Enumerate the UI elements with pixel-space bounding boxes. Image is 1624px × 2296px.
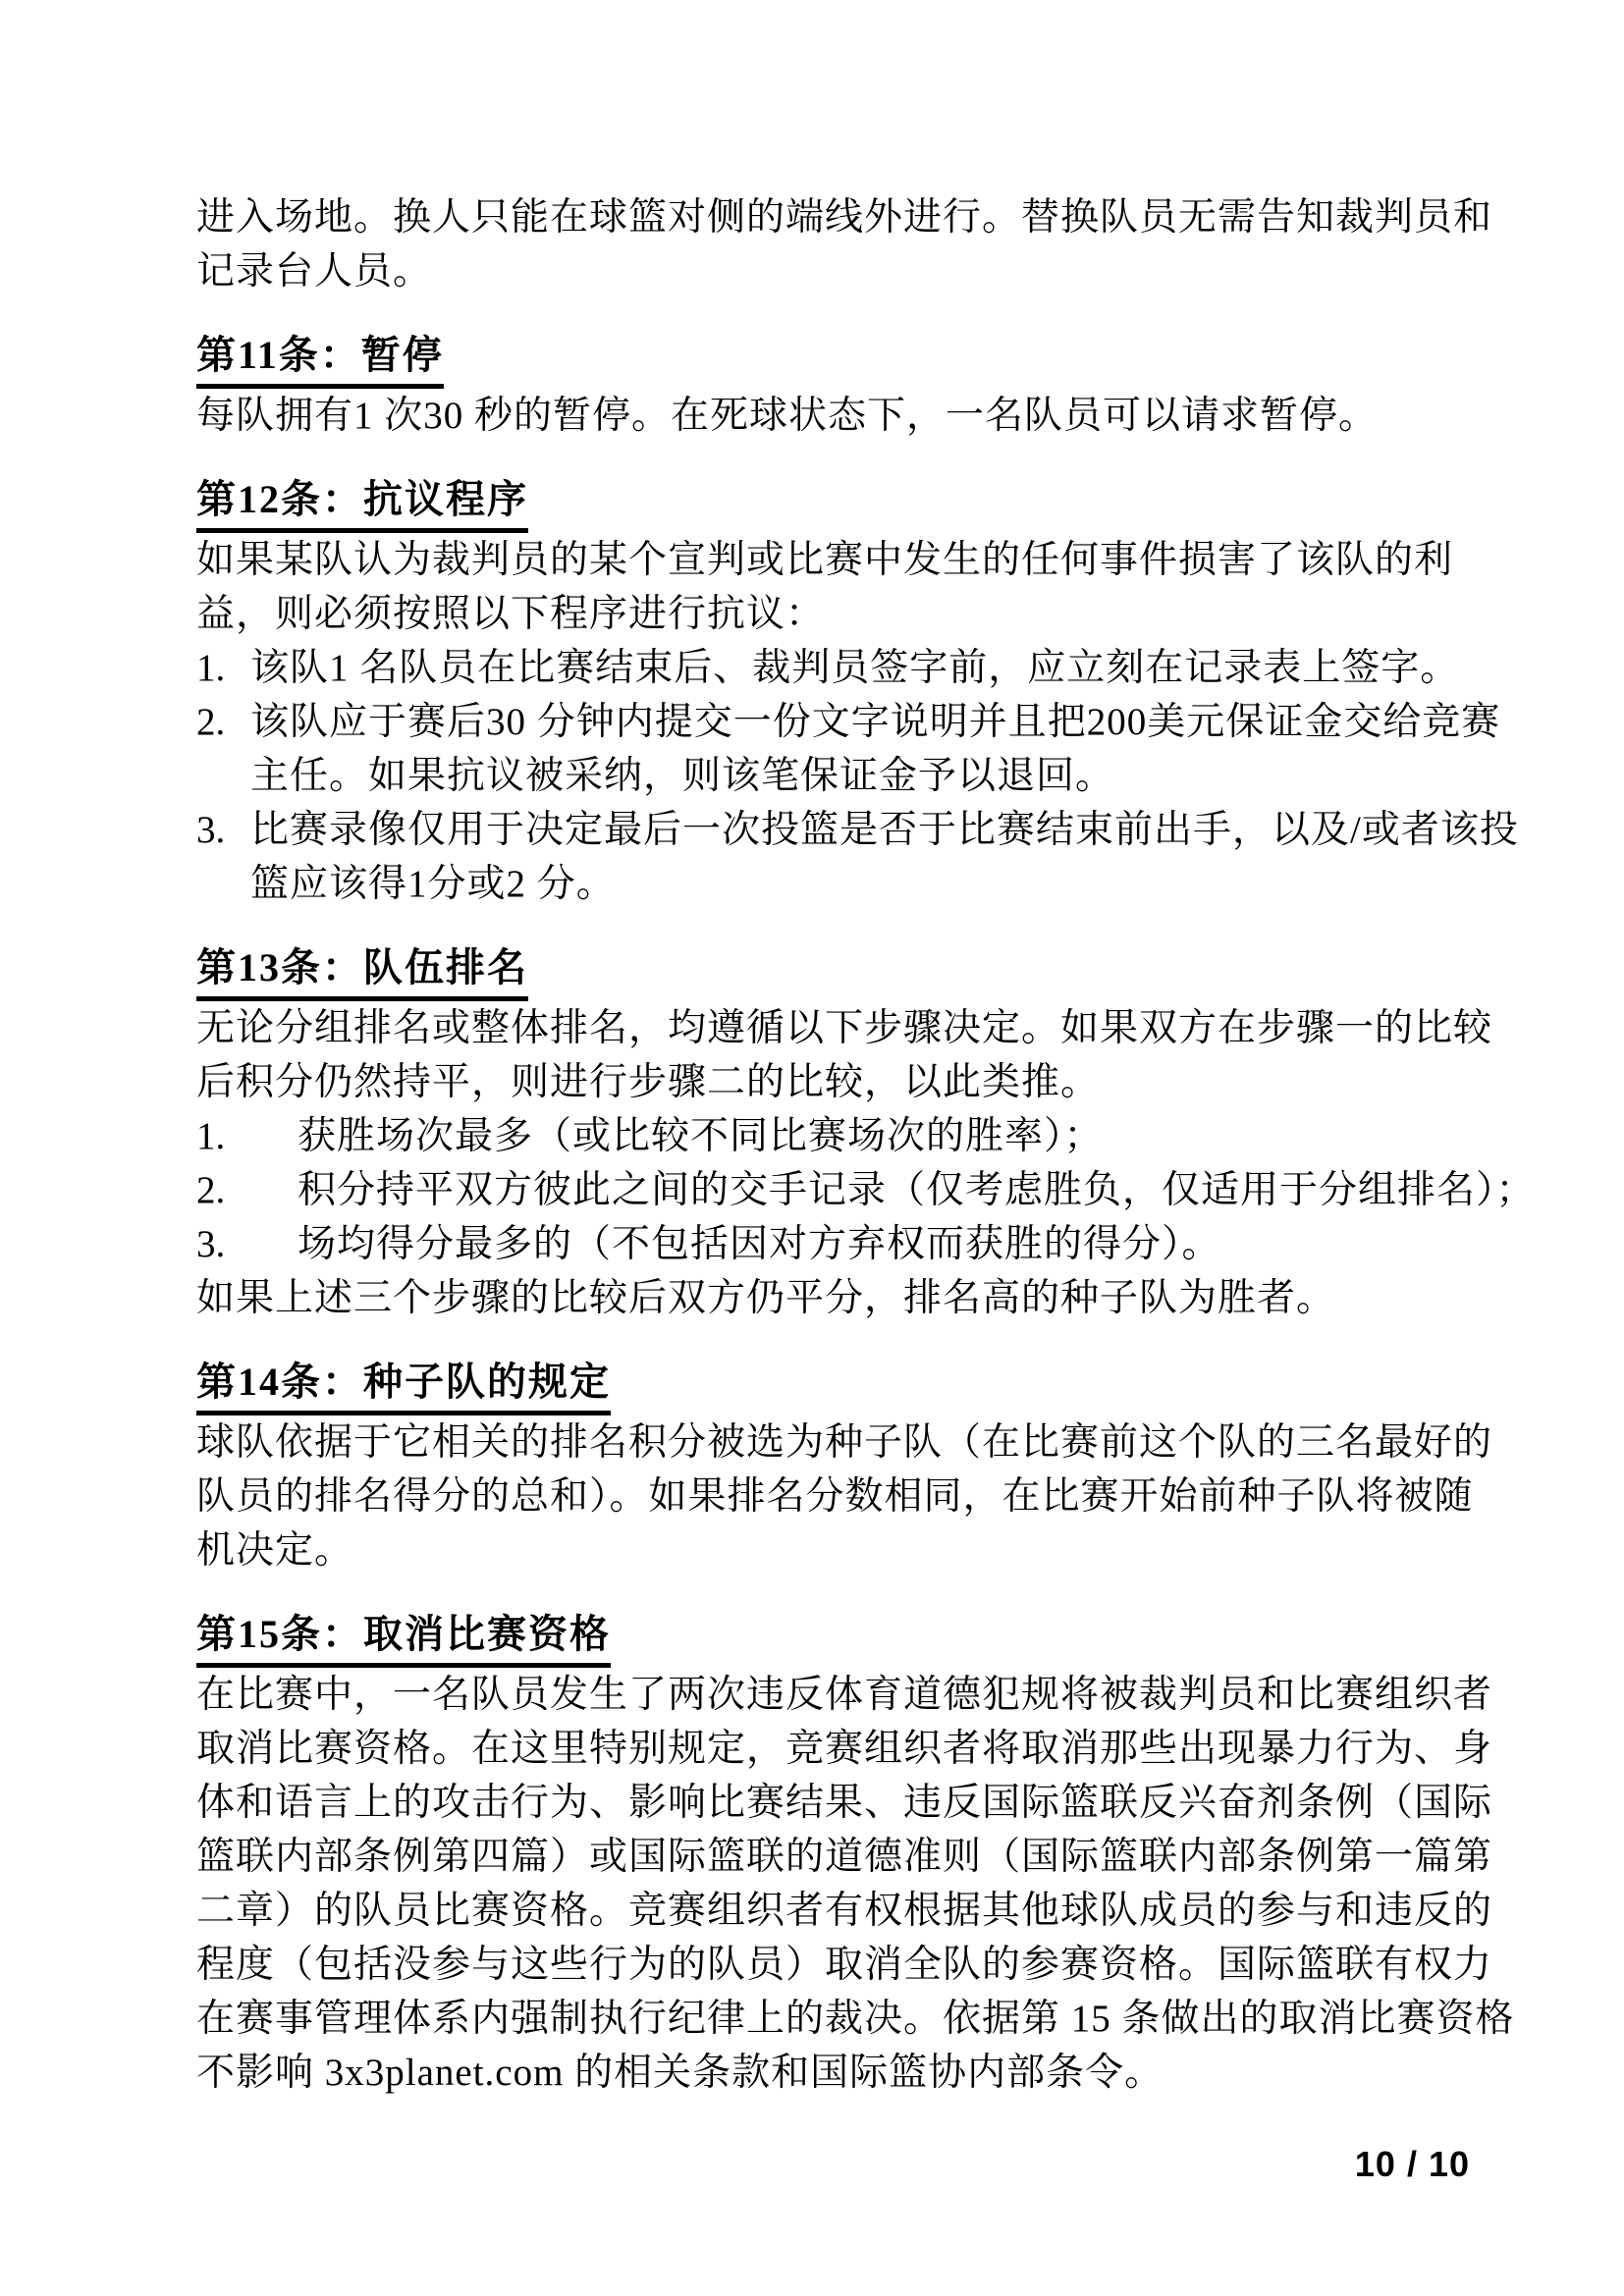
list-item xyxy=(196,803,1519,911)
text-line: 二章）的队员比赛资格。竞赛组织者有权根据其他球队成员的参与和违反的 xyxy=(196,1890,1493,1932)
list-item xyxy=(196,1109,1478,1163)
text-line: 比赛录像仅用于决定最后一次投篮是否于比赛结束前出手，以及/或者该投 xyxy=(250,809,1519,851)
list-item xyxy=(196,641,1478,695)
list-item-body xyxy=(250,803,1519,911)
list-item-number: 2. xyxy=(196,1169,226,1211)
list-item-body xyxy=(298,1109,1478,1163)
text-line: 篮联内部条例第四篇）或国际篮联的道德准则（国际篮联内部条例第一篇第 xyxy=(196,1836,1493,1878)
text-line: 如果某队认为裁判员的某个宣判或比赛中发生的任何事件损害了该队的利 xyxy=(196,539,1454,581)
text-line: 每队拥有1 次30 秒的暂停。在死球状态下，一名队员可以请求暂停。 xyxy=(196,395,1379,437)
list-item-number: 1. xyxy=(196,647,226,689)
text-line: 机决定。 xyxy=(196,1529,354,1572)
list-item-number: 3. xyxy=(196,809,226,851)
text-line: 在赛事管理体系内强制执行纪律上的裁决。依据第 15 条做出的取消比赛资格 xyxy=(196,1998,1515,2040)
list-item xyxy=(196,1217,1478,1271)
article-15-heading xyxy=(196,1607,1478,1668)
list-item-body xyxy=(250,695,1501,803)
list-item-number: 3. xyxy=(196,1223,226,1265)
text-line: 获胜场次最多（或比较不同比赛场次的胜率）； xyxy=(298,1115,1104,1157)
text-line: 益，则必须按照以下程序进行抗议： xyxy=(196,593,826,635)
text-line: 积分持平双方彼此之间的交手记录（仅考虑胜负，仅适用于分组排名）； xyxy=(298,1169,1536,1211)
text-line: 取消比赛资格。在这里特别规定，竞赛组织者将取消那些出现暴力行为、身 xyxy=(196,1728,1493,1770)
article-11-section xyxy=(196,328,1478,443)
text-line: 程度（包括没参与这些行为的队员）取消全队的参赛资格。国际篮联有权力 xyxy=(196,1944,1493,1986)
article-14-heading-text: 第14条：种子队的规定 xyxy=(196,1355,611,1415)
text-line: 不影响 3x3planet.com 的相关条款和国际篮协内部条令。 xyxy=(196,2052,1164,2094)
article-13-section xyxy=(196,940,1536,1325)
list-item-number: 2. xyxy=(196,701,226,743)
text-line: 场均得分最多的（不包括因对方弃权而获胜的得分）。 xyxy=(298,1223,1221,1265)
article-11-heading xyxy=(196,328,1478,389)
text-line: 球队依据于它相关的排名积分被选为种子队（在比赛前这个队的三名最好的 xyxy=(196,1421,1493,1464)
article-15-section xyxy=(196,1607,1515,2100)
document-content xyxy=(196,190,1536,2100)
list-item xyxy=(196,695,1501,803)
article-13-heading xyxy=(196,940,1478,1001)
intro-paragraph xyxy=(196,190,1493,298)
article-12-heading-text: 第12条：抗议程序 xyxy=(196,472,528,533)
text-line: 队员的排名得分的总和）。如果排名分数相同，在比赛开始前种子队将被随 xyxy=(196,1475,1474,1518)
text-line: 篮应该得1分或2 分。 xyxy=(250,863,616,905)
text-line: 无论分组排名或整体排名，均遵循以下步骤决定。如果双方在步骤一的比较 xyxy=(196,1007,1493,1049)
text-line: 如果上述三个步骤的比较后双方仍平分，排名高的种子队为胜者。 xyxy=(196,1277,1336,1319)
list-item xyxy=(196,1163,1536,1217)
text-line: 后积分仍然持平，则进行步骤二的比较，以此类推。 xyxy=(196,1061,1101,1103)
article-12-heading xyxy=(196,472,1478,533)
text-line: 该队1 名队员在比赛结束后、裁判员签字前，应立刻在记录表上签字。 xyxy=(250,647,1460,689)
article-15-heading-text: 第15条：取消比赛资格 xyxy=(196,1607,611,1668)
list-item-body xyxy=(250,641,1478,695)
article-12-section xyxy=(196,472,1519,911)
article-14-heading xyxy=(196,1355,1478,1415)
article-13-heading-text: 第13条：队伍排名 xyxy=(196,940,528,1001)
list-item-number: 1. xyxy=(196,1115,226,1157)
page-number: 10 / 10 xyxy=(1354,2144,1470,2184)
text-line: 体和语言上的攻击行为、影响比赛结果、违反国际篮联反兴奋剂条例（国际 xyxy=(196,1782,1493,1824)
list-item-body xyxy=(298,1217,1478,1271)
list-item-body xyxy=(298,1163,1536,1217)
text-line: 主任。如果抗议被采纳，则该笔保证金予以退回。 xyxy=(250,755,1115,797)
text-line: 该队应于赛后30 分钟内提交一份文字说明并且把200美元保证金交给竞赛 xyxy=(250,701,1501,743)
text-line: 在比赛中，一名队员发生了两次违反体育道德犯规将被裁判员和比赛组织者 xyxy=(196,1674,1493,1716)
text-line: 记录台人员。 xyxy=(196,250,433,293)
article-11-heading-text: 第11条：暂停 xyxy=(196,328,444,389)
text-line: 进入场地。换人只能在球篮对侧的端线外进行。替换队员无需告知裁判员和 xyxy=(196,196,1493,239)
article-14-section xyxy=(196,1355,1493,1577)
